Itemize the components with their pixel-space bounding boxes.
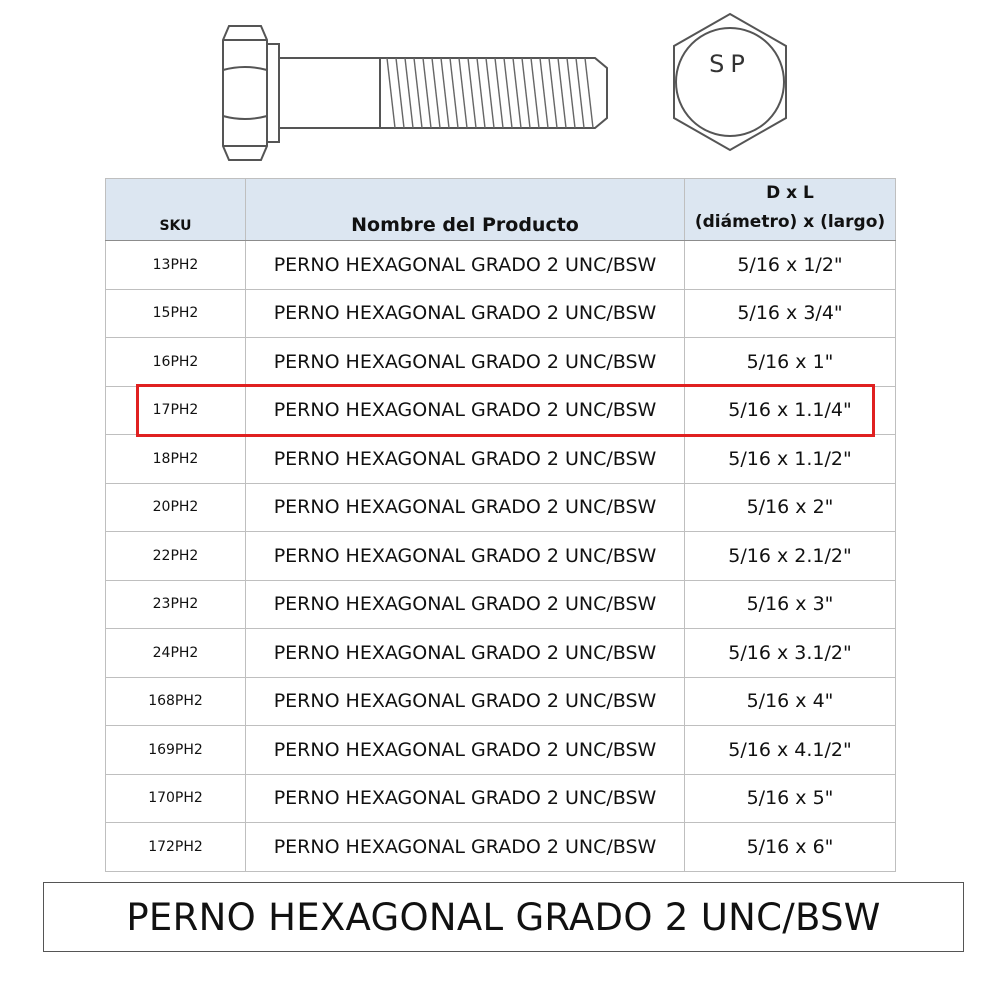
- product-name-cell: PERNO HEXAGONAL GRADO 2 UNC/BSW: [246, 629, 685, 678]
- sku-cell: 170PH2: [106, 774, 246, 823]
- dimension-cell: 5/16 x 1/2": [685, 241, 896, 290]
- footer-title-box: [43, 882, 964, 952]
- header-sku: SKU: [106, 179, 246, 241]
- table-row: [106, 338, 896, 387]
- table-row: [106, 483, 896, 532]
- table-row: [106, 580, 896, 629]
- bolt-side-view-icon: [215, 18, 615, 188]
- bolt-drawings: [0, 0, 1000, 175]
- dimension-cell: 5/16 x 1.1/4": [685, 386, 896, 435]
- product-name-cell: PERNO HEXAGONAL GRADO 2 UNC/BSW: [246, 823, 685, 872]
- sku-cell: 169PH2: [106, 726, 246, 775]
- table-row: [106, 677, 896, 726]
- product-name-cell: PERNO HEXAGONAL GRADO 2 UNC/BSW: [246, 338, 685, 387]
- dimension-cell: 5/16 x 4": [685, 677, 896, 726]
- table-row: [106, 726, 896, 775]
- product-name-cell: PERNO HEXAGONAL GRADO 2 UNC/BSW: [246, 774, 685, 823]
- table-row: [106, 629, 896, 678]
- highlight-box: [136, 384, 875, 437]
- dimension-cell: 5/16 x 6": [685, 823, 896, 872]
- sku-cell: 24PH2: [106, 629, 246, 678]
- dimension-cell: 5/16 x 3.1/2": [685, 629, 896, 678]
- table-row: [106, 774, 896, 823]
- dimension-cell: 5/16 x 3/4": [685, 289, 896, 338]
- dimension-cell: 5/16 x 1": [685, 338, 896, 387]
- sku-cell: 16PH2: [106, 338, 246, 387]
- dimension-cell: 5/16 x 5": [685, 774, 896, 823]
- dimension-cell: 5/16 x 2.1/2": [685, 532, 896, 581]
- footer-title: PERNO HEXAGONAL GRADO 2 UNC/BSW: [126, 895, 881, 939]
- header-dimensions: [685, 179, 896, 241]
- product-name-cell: PERNO HEXAGONAL GRADO 2 UNC/BSW: [246, 435, 685, 484]
- product-spec-table: [105, 178, 896, 872]
- header-product-name: Nombre del Producto: [246, 179, 685, 241]
- product-name-cell: PERNO HEXAGONAL GRADO 2 UNC/BSW: [246, 532, 685, 581]
- table-row: [106, 435, 896, 484]
- dimension-cell: 5/16 x 4.1/2": [685, 726, 896, 775]
- product-name-cell: PERNO HEXAGONAL GRADO 2 UNC/BSW: [246, 677, 685, 726]
- dimension-cell: 5/16 x 1.1/2": [685, 435, 896, 484]
- product-name-cell: PERNO HEXAGONAL GRADO 2 UNC/BSW: [246, 483, 685, 532]
- sku-cell: 23PH2: [106, 580, 246, 629]
- sku-cell: 22PH2: [106, 532, 246, 581]
- bolt-head-top-view-icon: [665, 10, 795, 160]
- product-name-cell: PERNO HEXAGONAL GRADO 2 UNC/BSW: [246, 580, 685, 629]
- table-row: [106, 241, 896, 290]
- sku-cell: 13PH2: [106, 241, 246, 290]
- dimension-cell: 5/16 x 3": [685, 580, 896, 629]
- table-header-row: [106, 179, 896, 241]
- dimension-cell: 5/16 x 2": [685, 483, 896, 532]
- table-row: [106, 532, 896, 581]
- product-name-cell: PERNO HEXAGONAL GRADO 2 UNC/BSW: [246, 386, 685, 435]
- table-row: [106, 289, 896, 338]
- sku-cell: 20PH2: [106, 483, 246, 532]
- header-dimensions-line1: D x L: [766, 183, 814, 203]
- sku-cell: 172PH2: [106, 823, 246, 872]
- sku-cell: 18PH2: [106, 435, 246, 484]
- product-name-cell: PERNO HEXAGONAL GRADO 2 UNC/BSW: [246, 289, 685, 338]
- header-dimensions-line2: (diámetro) x (largo): [694, 212, 886, 232]
- head-stamp-label: SP: [709, 50, 751, 78]
- product-name-cell: PERNO HEXAGONAL GRADO 2 UNC/BSW: [246, 726, 685, 775]
- table-row: [106, 823, 896, 872]
- product-name-cell: PERNO HEXAGONAL GRADO 2 UNC/BSW: [246, 241, 685, 290]
- sku-cell: 17PH2: [106, 386, 246, 435]
- sku-cell: 168PH2: [106, 677, 246, 726]
- sku-cell: 15PH2: [106, 289, 246, 338]
